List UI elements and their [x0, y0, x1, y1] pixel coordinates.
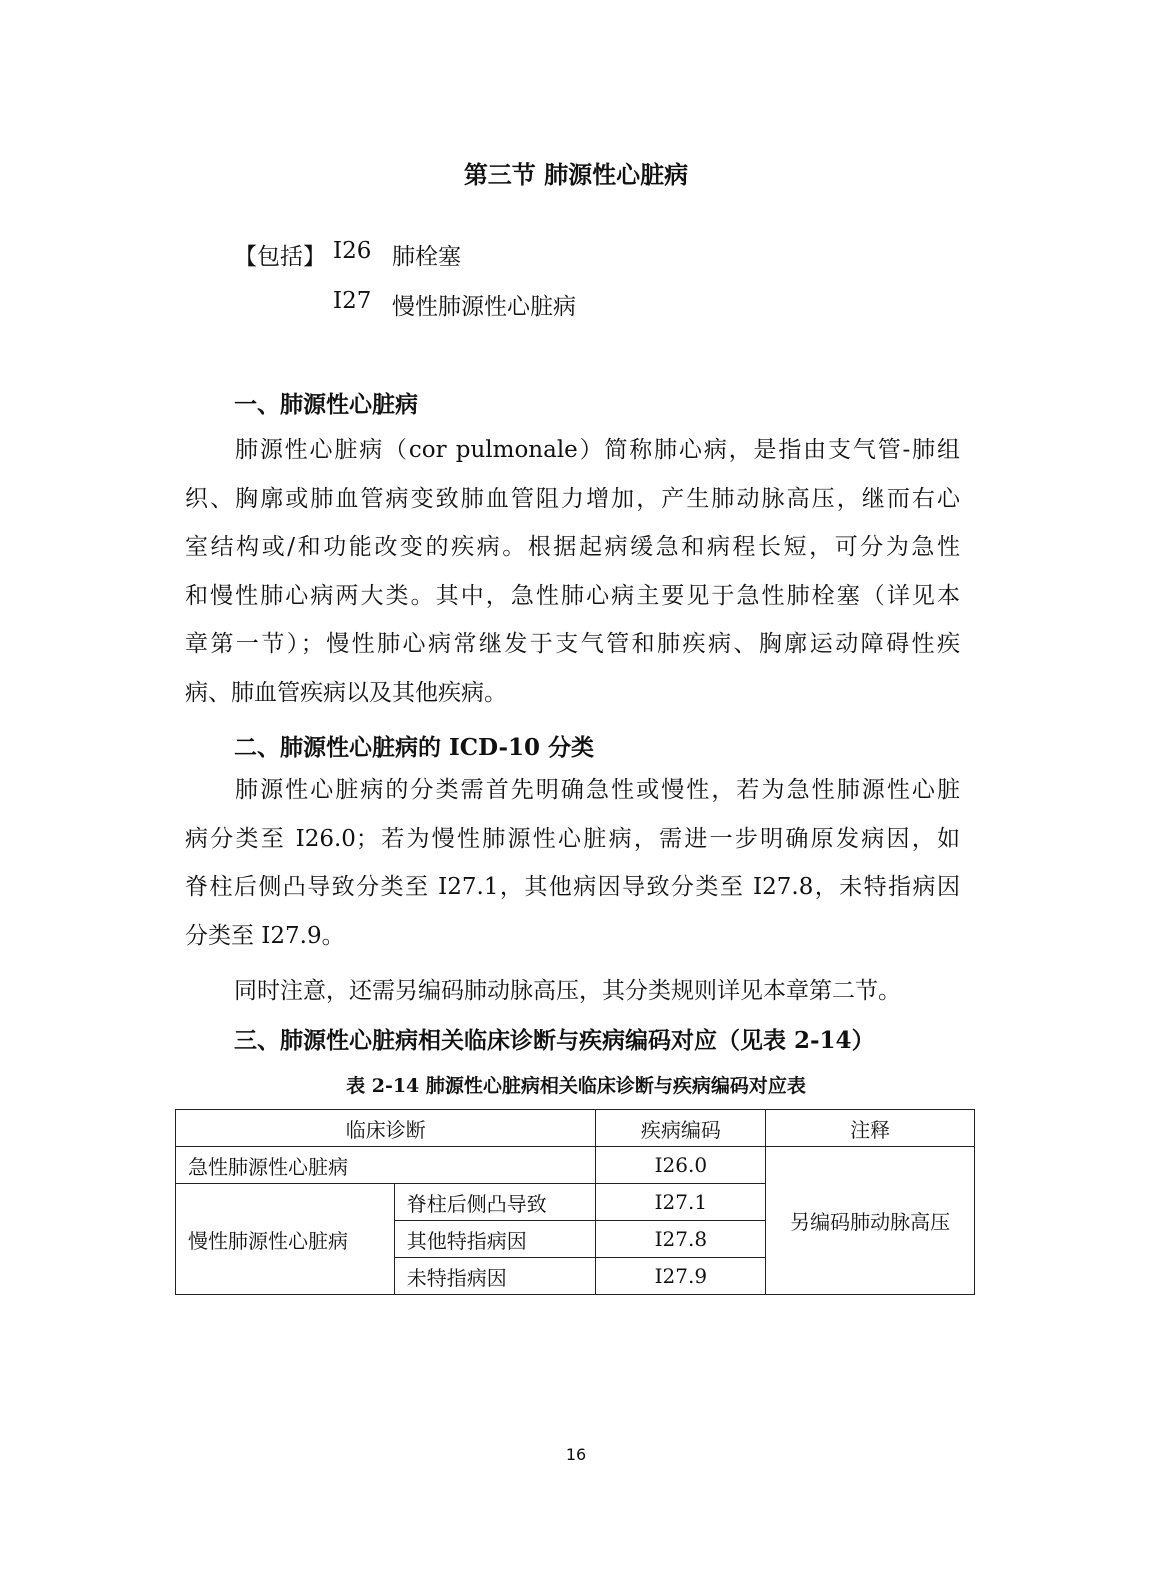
text-line: 肺源性心脏病（cor pulmonale）简称肺心病，是指由支气管-肺组 [235, 437, 960, 463]
section2-paragraph [185, 766, 960, 960]
include-code-2: I27 [333, 288, 372, 314]
header-diagnosis: 临床诊断 [176, 1110, 596, 1147]
text-line: 脊柱后侧凸导致分类至 I27.1，其他病因导致分类至 I27.8，未特指病因 [185, 874, 960, 900]
header-code: 疾病编码 [596, 1110, 766, 1147]
chronic-code: I27.8 [596, 1221, 766, 1258]
section1-heading: 一、肺源性心脏病 [234, 391, 418, 418]
text-line: 病分类至 I26.0；若为慢性肺源性心脏病，需进一步明确原发病因，如 [185, 825, 960, 852]
section3-heading: 三、肺源性心脏病相关临床诊断与疾病编码对应（见表 2-14） [234, 1027, 875, 1054]
section-title: 第三节 肺源性心脏病 [463, 160, 689, 189]
section1-paragraph [185, 426, 960, 717]
acute-code: I26.0 [596, 1147, 766, 1184]
chronic-diagnosis: 慢性肺源性心脏病 [176, 1184, 395, 1295]
includes-label: 【包括】 [234, 244, 326, 270]
text-line: 病、肺血管疾病以及其他疾病。 [185, 679, 507, 706]
text-line: 分类至 I27.9。 [185, 922, 345, 949]
header-note: 注释 [766, 1110, 975, 1147]
text-line: 室结构或/和功能改变的疾病。根据起病缓急和病程长短，可分为急性 [185, 534, 960, 560]
table-caption: 表 2-14 肺源性心脏病相关临床诊断与疾病编码对应表 [346, 1075, 806, 1097]
acute-diagnosis: 急性肺源性心脏病 [176, 1147, 596, 1184]
chronic-cause: 未特指病因 [394, 1258, 596, 1295]
page-number: 16 [565, 1445, 587, 1464]
include-code-1: I26 [333, 238, 372, 264]
text-line: 肺源性心脏病的分类需首先明确急性或慢性，若为急性肺源性心脏 [235, 777, 960, 803]
table-header-row [176, 1110, 975, 1147]
chronic-cause: 脊柱后侧凸导致 [394, 1184, 596, 1221]
section2-note: 同时注意，还需另编码肺动脉高压，其分类规则详见本章第二节。 [234, 978, 901, 1004]
text-line: 和慢性肺心病两大类。其中，急性肺心病主要见于急性肺栓塞（详见本 [185, 582, 960, 609]
chronic-code: I27.9 [596, 1258, 766, 1295]
coding-table [175, 1109, 975, 1295]
text-line: 章第一节）；慢性肺心病常继发于支气管和肺疾病、胸廓运动障碍性疾 [185, 631, 960, 657]
text-line: 织、胸廓或肺血管病变致肺血管阻力增加，产生肺动脉高压，继而右心 [185, 485, 960, 512]
include-name-2: 慢性肺源性心脏病 [392, 294, 576, 320]
chronic-cause: 其他特指病因 [394, 1221, 596, 1258]
table-note: 另编码肺动脉高压 [766, 1147, 975, 1295]
chronic-code: I27.1 [596, 1184, 766, 1221]
section2-heading: 二、肺源性心脏病的 ICD-10 分类 [234, 734, 595, 761]
table-row [176, 1147, 975, 1184]
include-name-1: 肺栓塞 [392, 244, 461, 270]
